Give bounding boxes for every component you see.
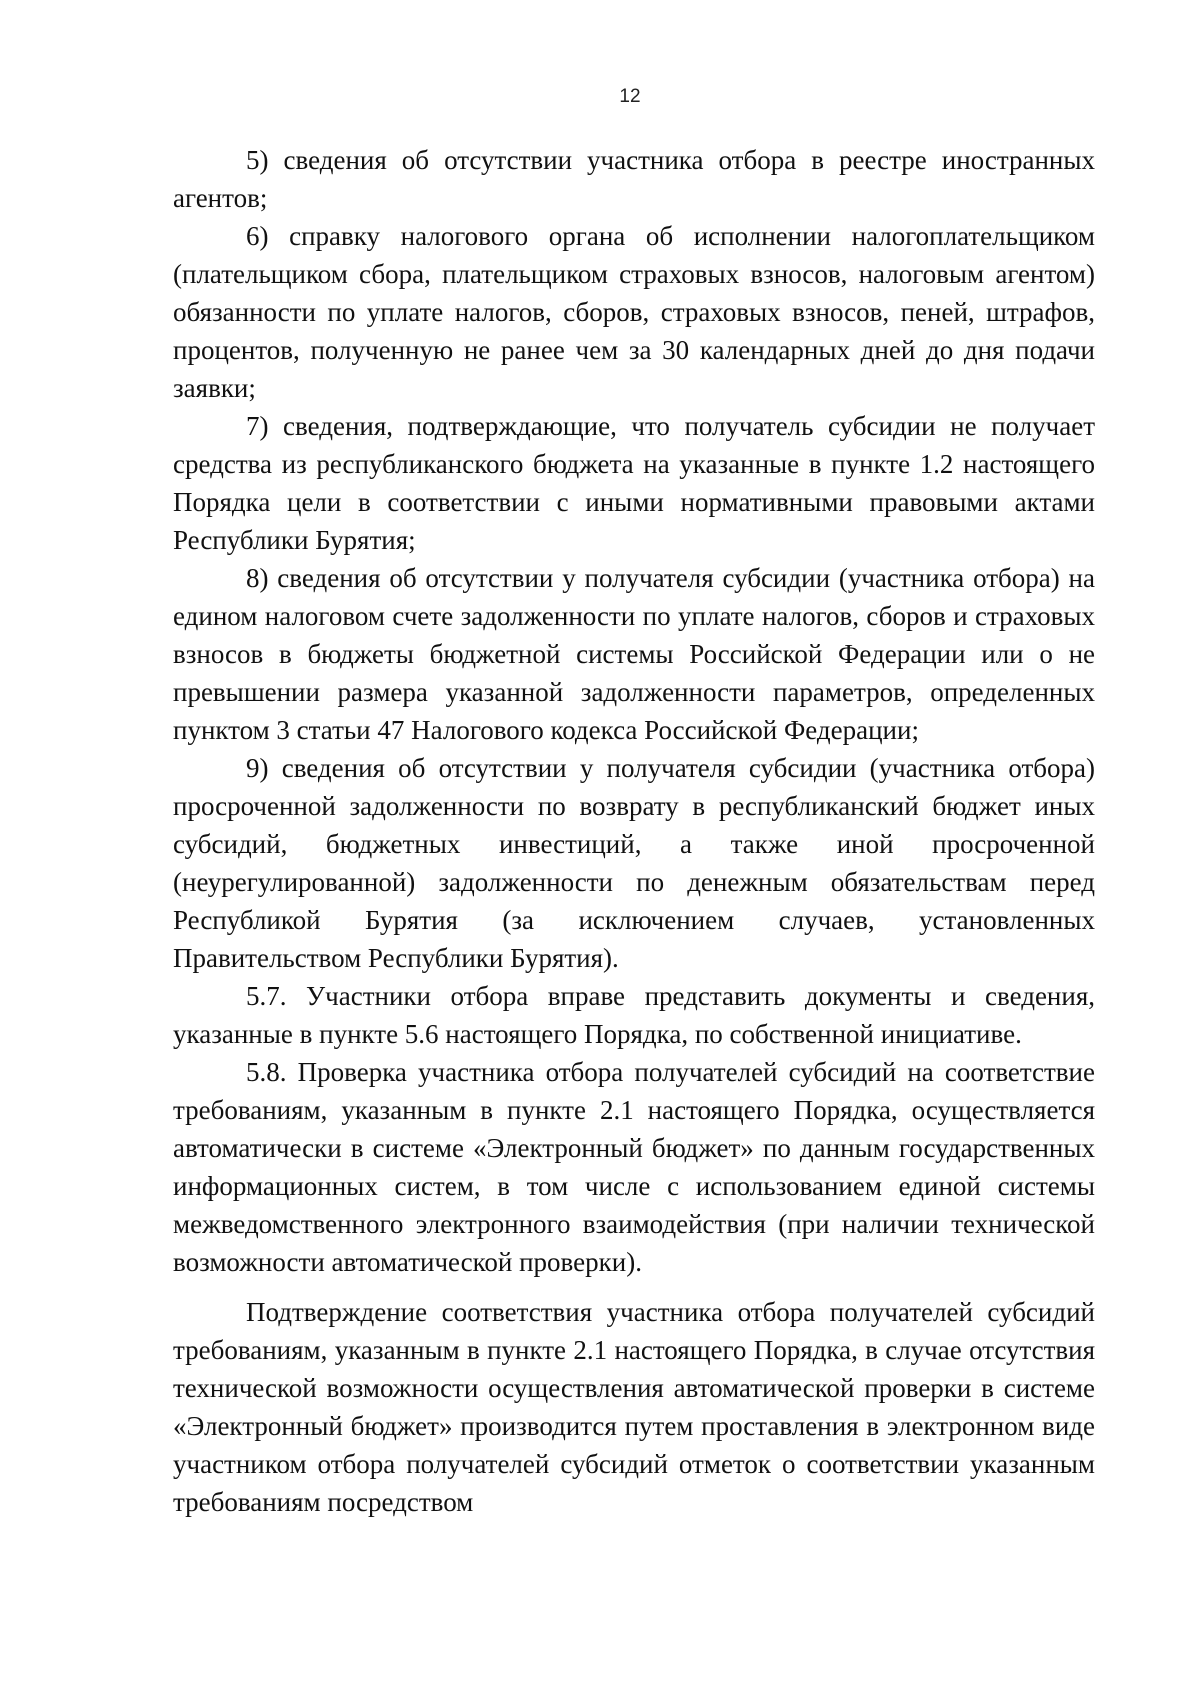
paragraph-item-9: 9) сведения об отсутствии у получателя субсидии (участника отбора) просроченной задолженности по возврату в республиканский бюджет иных субсидий, бюджетных инвестиций, а также иной просроченной (неурегулированной) задолженности по денежным обязательствам перед Республикой Бурятия (за исключением случаев, установленных Правительством Республики Бурятия). — [173, 753, 1095, 973]
paragraph-clause-5-7: 5.7. Участники отбора вправе представить документы и сведения, указанные в пункте 5.6 настоящего Порядка, по собственной инициативе. — [173, 981, 1095, 1049]
paragraph-clause-5-8: 5.8. Проверка участника отбора получателей субсидий на соответствие требованиям, указанным в пункте 2.1 настоящего Порядка, осуществляется автоматически в системе «Электронный бюджет» по данным государственных информационных систем, в том числе с использованием единой системы межведомственного электронного взаимодействия (при наличии технической возможности автоматической проверки). — [173, 1057, 1095, 1277]
paragraph-item-5: 5) сведения об отсутствии участника отбора в реестре иностранных агентов; — [173, 145, 1095, 213]
paragraph-item-6: 6) справку налогового органа об исполнении налогоплательщиком (плательщиком сбора, плательщиком страховых взносов, налоговым агентом) обязанности по уплате налогов, сборов, страховых взносов, пеней, штрафов, процентов, полученную не ранее чем за 30 календарных дней до дня подачи заявки; — [173, 221, 1095, 403]
paragraph-item-7: 7) сведения, подтверждающие, что получатель субсидии не получает средства из республиканского бюджета на указанные в пункте 1.2 настоящего Порядка цели в соответствии с иными нормативными правовыми актами Республики Бурятия; — [173, 411, 1095, 555]
document-body — [173, 141, 1095, 1521]
page-number: 12 — [619, 86, 641, 107]
paragraph-item-8: 8) сведения об отсутствии у получателя субсидии (участника отбора) на едином налоговом счете задолженности по уплате налогов, сборов и страховых взносов в бюджеты бюджетной системы Российской Федерации или о не превышении размера указанной задолженности параметров, определенных пунктом 3 статьи 47 Налогового кодекса Российской Федерации; — [173, 563, 1095, 745]
paragraph-confirmation: Подтверждение соответствия участника отбора получателей субсидий требованиям, указанным в пункте 2.1 настоящего Порядка, в случае отсутствия технической возможности осуществления автоматической проверки в системе «Электронный бюджет» производится путем проставления в электронном виде участником отбора получателей субсидий отметок о соответствии указанным требованиям посредством — [173, 1297, 1095, 1517]
